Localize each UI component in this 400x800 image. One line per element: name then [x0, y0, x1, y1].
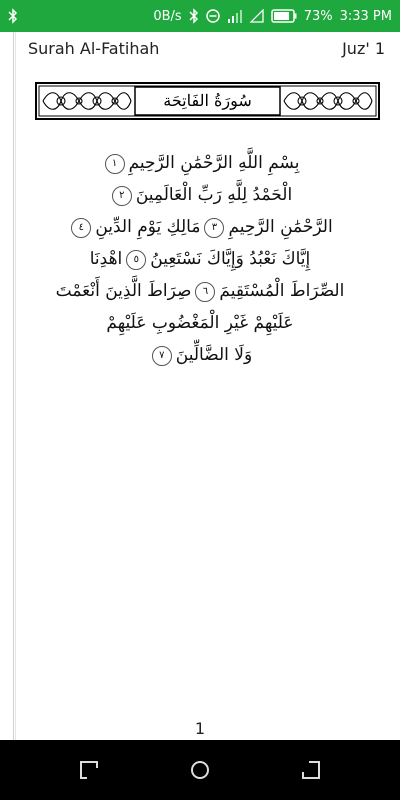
mushaf-page[interactable]	[0, 32, 400, 740]
verse-line[interactable]	[0, 211, 400, 243]
ayah-number-marker[interactable]: ٣	[204, 218, 224, 238]
home-icon[interactable]	[188, 758, 212, 782]
ayah-number-marker[interactable]: ٥	[126, 250, 146, 270]
clock: 3:33 PM	[339, 8, 392, 24]
page-edge	[15, 32, 16, 740]
verse-text[interactable]: مَالِكِ يَوْمِ الدِّينِ	[95, 217, 201, 237]
ayah-number-marker[interactable]: ٧	[152, 346, 172, 366]
bluetooth-icon	[8, 8, 18, 28]
verse-line[interactable]	[0, 179, 400, 211]
signal-icon	[227, 9, 243, 23]
ayah-number-marker[interactable]: ٦	[195, 282, 215, 302]
surah-title: Surah Al-Fatihah	[28, 39, 160, 58]
verse-block[interactable]	[0, 147, 400, 371]
verse-line[interactable]	[0, 307, 400, 339]
verse-text[interactable]: الرَّحْمَٰنِ الرَّحِيمِ	[228, 217, 333, 237]
back-icon[interactable]	[299, 758, 323, 782]
battery-percent: 73%	[303, 8, 333, 24]
ayah-number-marker[interactable]: ٢	[112, 186, 132, 206]
network-speed: 0B/s	[153, 8, 182, 24]
juz-label: Juz' 1	[342, 39, 385, 58]
bluetooth-icon	[189, 8, 199, 24]
page-number: 1	[194, 719, 206, 738]
status-bar	[0, 0, 400, 32]
verse-text[interactable]: بِسْمِ اللَّهِ الرَّحْمَٰنِ الرَّحِيمِ	[128, 153, 300, 173]
surah-banner-title: سُورَةُ الفَاتِحَة	[163, 91, 252, 110]
recents-icon[interactable]	[77, 758, 101, 782]
verse-text[interactable]: الْحَمْدُ لِلَّهِ رَبِّ الْعَالَمِينَ	[135, 185, 293, 205]
surah-banner	[35, 82, 380, 120]
page-edge	[13, 32, 14, 740]
verse-text[interactable]: صِرَاطَ الَّذِينَ أَنْعَمْتَ	[55, 281, 192, 301]
do-not-disturb-icon	[206, 9, 220, 23]
verse-text[interactable]: اهْدِنَا	[89, 249, 123, 269]
navigation-bar	[0, 740, 400, 800]
ayah-number-marker[interactable]: ٤	[71, 218, 91, 238]
verse-line[interactable]	[0, 339, 400, 371]
verse-text[interactable]: الصِّرَاطَ الْمُسْتَقِيمَ	[219, 281, 345, 301]
signal-icon	[250, 9, 264, 23]
verse-text[interactable]: وَلَا الضَّالِّينَ	[175, 345, 253, 365]
verse-text[interactable]: عَلَيْهِمْ غَيْرِ الْمَغْضُوبِ عَلَيْهِمْ	[106, 313, 294, 333]
battery-icon	[271, 9, 297, 23]
verse-text[interactable]: إِيَّاكَ نَعْبُدُ وَإِيَّاكَ نَسْتَعِينُ	[150, 249, 311, 269]
verse-line[interactable]	[0, 147, 400, 179]
verse-line[interactable]	[0, 243, 400, 275]
verse-line[interactable]	[0, 275, 400, 307]
ayah-number-marker[interactable]: ١	[105, 154, 125, 174]
